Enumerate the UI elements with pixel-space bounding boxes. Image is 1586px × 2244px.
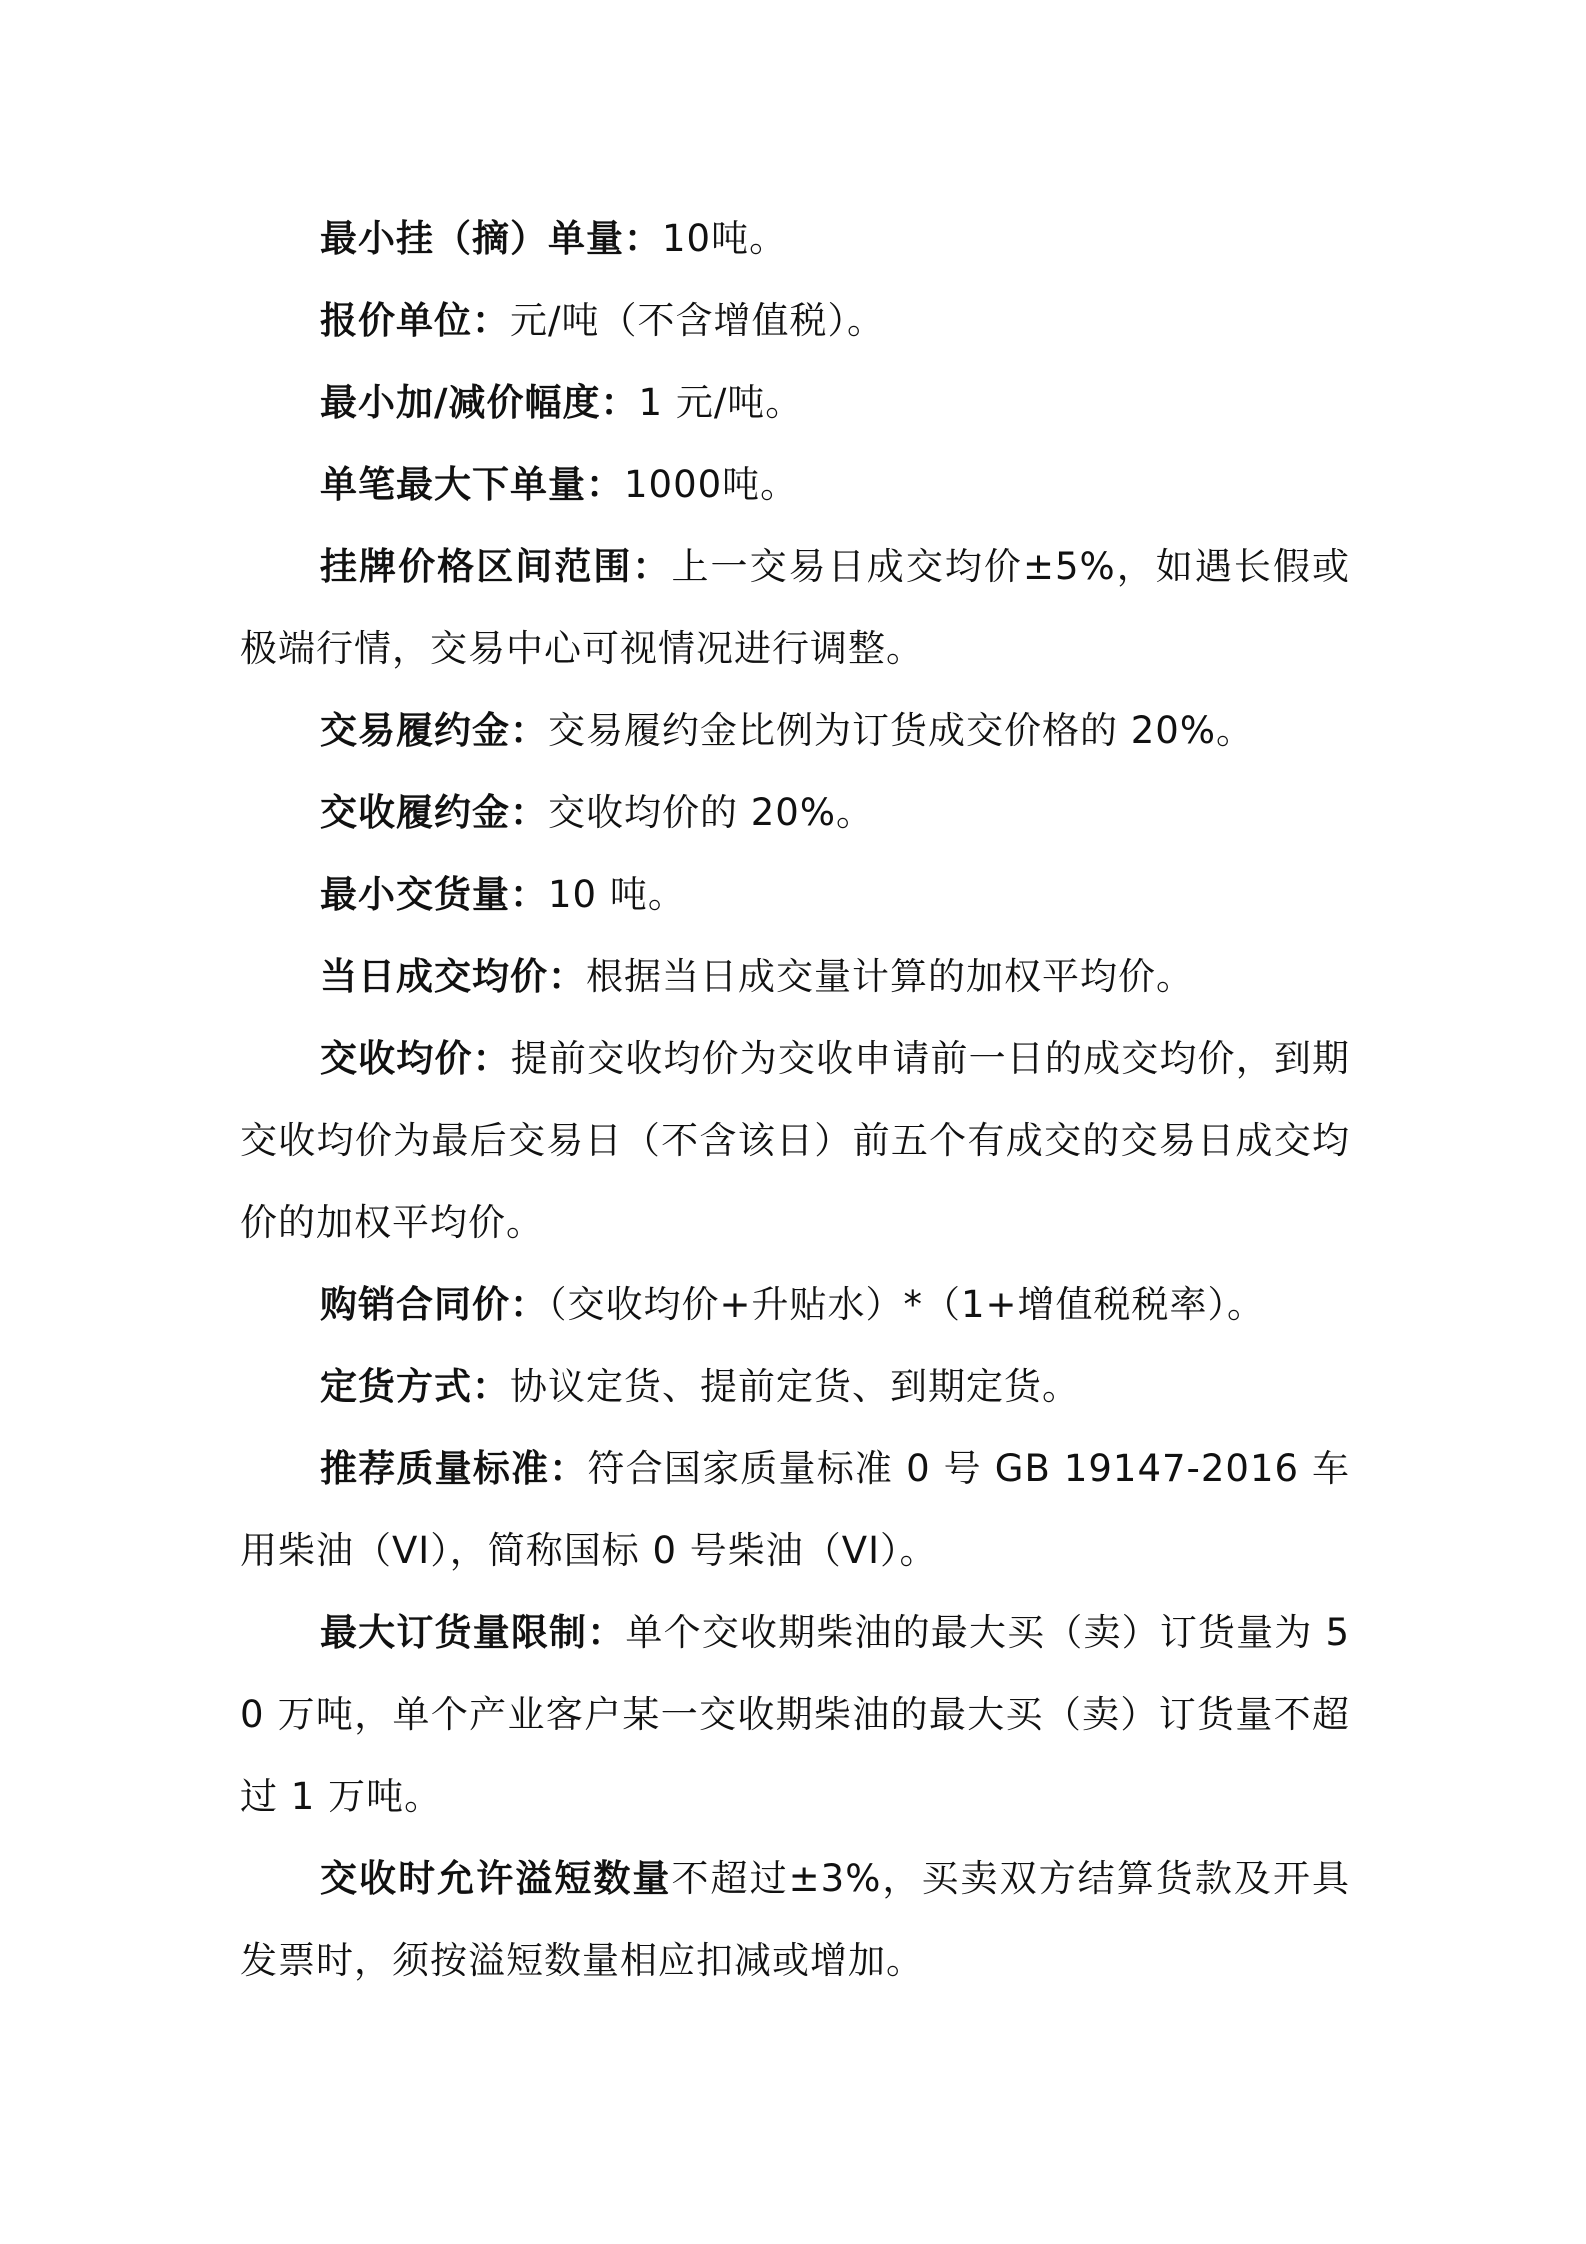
term-value: 根据当日成交量计算的加权平均价。: [586, 955, 1194, 998]
term-value: （交收均价+升贴水）*（1+增值税税率）。: [548, 1283, 1266, 1326]
term-label: 交易履约金：: [320, 709, 548, 752]
paragraph-daily-avg-price: [240, 936, 1350, 1018]
term-value: 交易履约金比例为订货成交价格的 20%。: [548, 709, 1254, 752]
document-body: [240, 198, 1350, 2002]
term-value: 10 吨。: [548, 873, 686, 916]
term-label: 单笔最大下单量：: [320, 463, 624, 506]
paragraph-price-range: [240, 526, 1350, 690]
paragraph-quality-standard: [240, 1428, 1350, 1592]
paragraph-trade-margin: [240, 690, 1350, 772]
paragraph-min-delivery: [240, 854, 1350, 936]
term-value: 协议定货、提前定货、到期定货。: [510, 1365, 1080, 1408]
term-label: 交收时允许溢短数量: [320, 1857, 672, 1900]
paragraph-order-method: [240, 1346, 1350, 1428]
term-label: 挂牌价格区间范围：: [320, 545, 672, 588]
term-label: 定货方式：: [320, 1365, 510, 1408]
term-value: 上一交易日成交均价±5%，如遇长假或极端行情，交易中心可视情况进行调整。: [240, 545, 1351, 670]
paragraph-min-order: [240, 198, 1350, 280]
term-label: 购销合同价：: [320, 1283, 548, 1326]
paragraph-price-tick: [240, 362, 1350, 444]
term-label: 最小加/减价幅度：: [320, 381, 639, 424]
term-label: 报价单位：: [320, 299, 510, 342]
term-value: 元/吨（不含增值税）。: [510, 299, 885, 342]
term-label: 最小挂（摘）单量：: [320, 217, 662, 260]
term-value: 10吨。: [662, 217, 788, 260]
term-label: 交收履约金：: [320, 791, 548, 834]
term-value: 1000吨。: [624, 463, 799, 506]
paragraph-max-order-limit: [240, 1592, 1350, 1838]
term-value: 单个交收期柴油的最大买（卖）订货量为 50 万吨，单个产业客户某一交收期柴油的最大买（卖）订货量不超过 1 万吨。: [240, 1611, 1350, 1818]
term-label: 最大订货量限制：: [320, 1611, 626, 1654]
paragraph-overshort-tolerance: [240, 1838, 1350, 2002]
paragraph-delivery-avg-price: [240, 1018, 1350, 1264]
paragraph-max-single-order: [240, 444, 1350, 526]
term-label: 交收均价：: [320, 1037, 511, 1080]
term-value: 提前交收均价为交收申请前一日的成交均价，到期交收均价为最后交易日（不含该日）前五个有成交的交易日成交均价的加权平均价。: [240, 1037, 1351, 1244]
term-value: 交收均价的 20%。: [548, 791, 874, 834]
term-label: 推荐质量标准：: [320, 1447, 588, 1490]
term-label: 当日成交均价：: [320, 955, 586, 998]
term-value: 1 元/吨。: [638, 381, 804, 424]
paragraph-contract-price: [240, 1264, 1350, 1346]
paragraph-quote-unit: [240, 280, 1350, 362]
paragraph-delivery-margin: [240, 772, 1350, 854]
term-label: 最小交货量：: [320, 873, 548, 916]
term-value: 不超过±3%，买卖双方结算货款及开具发票时，须按溢短数量相应扣减或增加。: [240, 1857, 1351, 1982]
term-value: 符合国家质量标准 0 号 GB 19147-2016 车用柴油（VI），简称国标 0 号柴油（VI）。: [240, 1447, 1351, 1572]
